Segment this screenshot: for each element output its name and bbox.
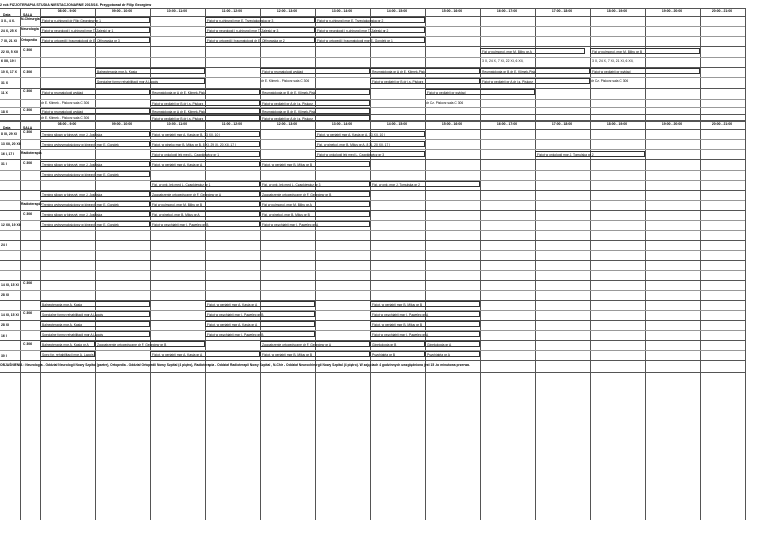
class-block[interactable]: Fizjot w pediatrii gr A dr i.s. Piskorz (480, 78, 590, 84)
gridline (0, 372, 745, 373)
gridline (0, 290, 745, 291)
class-block[interactable]: Fizj w pulmonol. mgr M. Biliru gr A (480, 48, 585, 54)
class-block[interactable]: Psychiatria gr B (370, 351, 425, 357)
class-block[interactable]: Fizj. w onk. mgr J. Tomulska gr 2 (370, 181, 480, 187)
class-block[interactable]: Fizjot w neurologii i n-chirurgii mgr T. Zaleski gr 3 (205, 27, 315, 33)
date-cell: 24 X, 25 X (1, 29, 17, 33)
time-label: 16:00 - 17:00 (496, 9, 518, 13)
class-block[interactable]: Fizjot w ortopedii i traumatologii dr E. Olfinowska gr 2 (205, 37, 315, 43)
date-cell: 18 X (1, 110, 8, 114)
gridline (0, 360, 745, 361)
time-label: 17:00 - 18:00 (551, 9, 573, 13)
time-label: 19:00 - 20:00 (661, 122, 683, 126)
date-cell: 7 XI, 21 XI (1, 39, 17, 43)
class-block[interactable]: Specjalne formy rehabilitacji mgr A Lągois (40, 311, 150, 317)
class-block[interactable]: Fizjot w neurologii i n-chirurgii mgr T. Zaleski gr 1 (40, 27, 150, 33)
class-block[interactable]: Fizjot w ortopedii i traumatologii dr E. Olfinowska gr 3 (40, 37, 150, 43)
class-block[interactable]: Zaopatrzenie ortopedyczne dr F. Georgiew gr B (95, 341, 205, 347)
class-block[interactable]: Fizjot. w geriatrii mgr B. Milus gr B (370, 301, 480, 307)
class-block[interactable]: Fizjot. w geriatrii mgr A. Kasia gr A (205, 301, 315, 307)
class-block[interactable]: Spec for. rehabilitacji mgr A. Lągois (42, 353, 94, 357)
class-block[interactable]: Fizjot w pediatrii gr B dr i.s. Piskorz (370, 78, 480, 84)
date-cell: 3 X., 4 X. (1, 19, 15, 23)
class-block[interactable]: Specjalne formy rehabilitacji mgr A Lągois (40, 331, 150, 337)
class-block[interactable]: Fizjot w psychiatrii mgr I. Pawelec gr B (205, 311, 315, 317)
class-block[interactable]: Zaopatrzenie ortopedyczne dr F. Georgiew gr A (150, 191, 260, 197)
class-block[interactable]: Fizjot w reumatologii wykład (40, 89, 150, 95)
class-block[interactable]: Balneoterapia mgr A. Kasia (40, 301, 150, 307)
gridline (150, 8, 151, 520)
class-block[interactable]: Reumatologia gr B dr E. Klimek-Pisk. (260, 108, 370, 114)
class-block[interactable]: Fizjot w n-chirurgii mgr E. Trzeciakowska gr 2 (315, 17, 425, 23)
time-label: 10:00 - 11:00 (166, 122, 188, 126)
class-block[interactable]: Fizjot. w gineko mgr B. Milus gr B, 8 XI, 29 XI, 20 XII, 17 I (150, 141, 260, 147)
time-label: 15:00 - 16:00 (441, 122, 463, 126)
class-block[interactable]: Fizjot w psychiatrii mgr I. Pawelec gr B (205, 331, 315, 337)
sheet-title: 2 rok FIZJOTERAPIA STUDIA NIESTACJONARNE 2015/16. Przygotował dr Filip Georgiew (0, 3, 152, 7)
room-cell: C 306 (23, 108, 33, 112)
class-block[interactable]: Fizj. w onk. lek med L. Czapkiewicz gr 1 (150, 181, 260, 187)
gridline (95, 8, 96, 520)
time-label: 09:00 - 10:00 (111, 9, 133, 13)
time-label: 09:00 - 10:00 (111, 122, 133, 126)
gridline (0, 57, 745, 58)
class-block[interactable]: Fizjot. w geriatrii mgr A. Kasia gr A, 13 XII, 10 I (315, 131, 425, 137)
class-block[interactable]: dr E. Klimek - Piskorz sala C 306 (261, 79, 310, 83)
room-cell: C 306 (23, 130, 33, 134)
room-cell: C 306 (23, 342, 33, 346)
time-label: 12:00 - 13:00 (276, 122, 298, 126)
class-block[interactable]: Balneoterapia mgr A. Kasia gr A (40, 341, 95, 347)
class-block[interactable]: Trening wytrzymałościowy w kinezyt. mgr E. Gondek (40, 141, 150, 147)
gridline (370, 8, 371, 520)
class-block[interactable]: Fizjot w psychiatrii mgr I. Pawelec gr B (150, 221, 260, 227)
gridline (480, 8, 481, 520)
gridline (315, 8, 316, 520)
class-block[interactable]: Fizjot. w geriatrii mgr B. Milus gr B (260, 161, 370, 167)
date-note: 3 X, 24 X, 7 XI, 21 XI, 6 XII, (592, 59, 634, 63)
time-label: 10:00 - 11:00 (166, 9, 188, 13)
time-label: 17:00 - 18:00 (551, 122, 573, 126)
gridline (0, 280, 745, 281)
date-cell: 22 XI, 5 XII (1, 50, 18, 54)
class-block[interactable]: Fizjot w pediatrii gr A dr i.s. Piskorz (260, 115, 370, 121)
room-column-header: SALA (23, 13, 33, 17)
class-block[interactable]: Trening siłowy w kinezyt. mgr J. Joshiska (40, 161, 150, 167)
time-label: 19:00 - 20:00 (661, 9, 683, 13)
gridline (0, 250, 745, 251)
date-cell: 11 X (1, 91, 8, 95)
time-label: 08:00 - 9:00 (57, 9, 77, 13)
time-label: 14:00 - 15:00 (386, 122, 408, 126)
class-block[interactable]: Fizjot w pediatrii gr A dr i.s. Piskorz (260, 100, 370, 106)
class-block[interactable]: Reumatologia gr B dr E. Klimek-Pisk. (480, 68, 590, 74)
gridline (425, 8, 426, 520)
class-block[interactable]: Fizjot w pediatrii gr wykład (425, 89, 535, 95)
date-cell: 16 I, 17 I (1, 152, 15, 156)
date-cell: 14 XI, 15 XI (1, 313, 19, 317)
class-block[interactable]: Fizjot. w geriatrii mgr A. Kasia gr A (150, 161, 260, 167)
time-label: 13:00 - 14:00 (331, 122, 353, 126)
gridline (0, 230, 745, 231)
class-block[interactable]: Specjalne formy rehabilitacji mgr A Lągois (95, 78, 205, 84)
class-block[interactable]: Trening siłowy w kinezyt. mgr J. Joshiska (40, 131, 150, 137)
class-block[interactable]: dr E. Klimek - Piskorz sala C 306 (41, 101, 90, 105)
class-block[interactable]: Trening wytrzymałościowy w kinezyt. mgr E. Gondek (40, 171, 150, 177)
date-cell: 16 I (1, 334, 7, 338)
class-block[interactable]: Fizj. w ginekol. mgr B. Milus gr B (260, 211, 370, 217)
room-cell: N-Chirurgia (21, 17, 40, 21)
class-block[interactable]: Fizjot w onkologii mgr J. Tomulska gr 2 (535, 151, 645, 157)
room-cell: Neurologia (21, 27, 39, 31)
class-block[interactable]: Fizjot w n-chirurgii dr Filip Georgiew gr 1 (40, 17, 150, 23)
gridline (0, 129, 745, 130)
class-block[interactable]: Ginekologia gr B (370, 341, 425, 347)
class-block[interactable]: Balneoterapia mgr A. Kasia (40, 321, 150, 327)
class-block[interactable]: Fizjot w ortopedii i traumatologii mgr E. Gondek gr 1 (315, 37, 425, 43)
class-block[interactable]: dr E. Klimek - Piskorz sala C 306 (41, 116, 90, 120)
class-block[interactable]: Zaopatrzenie ortopedyczne dr F. Georgiew gr A (260, 341, 370, 347)
date-cell: 14 XI, 15 XI (1, 283, 19, 287)
class-block[interactable]: Fizjot w pediatrii gr wykład (590, 68, 700, 74)
room-cell: C 306 (23, 311, 33, 315)
class-block[interactable]: Fizjot w reumatologii wykład (40, 108, 150, 114)
class-block[interactable]: Trening wytrzymałościowy w kinezyt. mgr E. Gondek (40, 201, 150, 207)
time-label: 15:00 - 16:00 (441, 9, 463, 13)
time-label: 08:00 - 9:00 (57, 122, 77, 126)
class-block[interactable]: Fizj. w ginekol. mgr B. Milus gr A, 8 XI, 20 XII, 17 I (315, 141, 425, 147)
class-block[interactable]: dr Cz. Piskorz sala C 306 (426, 101, 464, 105)
class-block[interactable]: Fizjot w pediatrii gr B dr i.s. Piskorz (150, 100, 260, 106)
class-block[interactable]: Trening wytrzymałościowy w kinezyt. mgr E. Gondek (40, 221, 150, 227)
room-column-header: SALA (23, 126, 33, 130)
class-block[interactable]: Fizjot w psychiatrii mgr I. Pawelec gr A (260, 221, 370, 227)
date-cell: 24 I (1, 243, 7, 247)
class-block[interactable]: Fizj w pulmonol. mgr M. Biliru gr B (150, 201, 260, 207)
class-block[interactable]: Fizjot. w geriatrii mgr A. Kasia gr A (150, 351, 260, 357)
class-block[interactable]: dr Cz. Piskorz sala C 306 (591, 79, 629, 83)
room-cell: Radioterapia (21, 151, 42, 155)
class-block[interactable]: Balneoterapia mgr A. Kasia (95, 68, 205, 74)
gridline (700, 8, 701, 520)
class-block[interactable]: Reumatologia gr A dr E. Klimek-Pisk. (150, 89, 260, 95)
time-label: 12:00 - 13:00 (276, 9, 298, 13)
date-column-header: Data (3, 126, 11, 130)
time-label: 18:00 - 19:00 (606, 122, 628, 126)
gridline (0, 240, 745, 241)
date-cell: 28 XI (1, 323, 9, 327)
time-label: 20:00 - 21:00 (711, 122, 733, 126)
class-block[interactable]: Fizjot. w geriatrii mgr A. Kasia gr A (205, 321, 315, 327)
room-cell: C 306 (23, 281, 33, 285)
class-block[interactable]: Fizjot. w geriatrii mgr B. Milus gr B (260, 351, 370, 357)
date-cell: 10 X, 17 X (1, 70, 17, 74)
room-cell: Radioterapia (21, 202, 42, 206)
date-cell: 30 I (1, 354, 7, 358)
class-block[interactable]: Psychiatria gr A (425, 351, 480, 357)
class-block[interactable]: Fizjot w onkologii lek med L. Czapkiewicz gr 1 (150, 151, 260, 157)
gridline (0, 46, 745, 47)
date-cell: 6 XII, 19 I (1, 59, 16, 63)
date-cell: 31 X (1, 81, 8, 85)
room-cell: C 306 (23, 70, 33, 74)
gridline (745, 8, 746, 520)
class-block[interactable]: Fizjot w psychiatrii mgr I. Pawelec gr A (370, 311, 480, 317)
class-block[interactable]: Fizjot w pediatrii gr B dr i.s. Piskorz (150, 115, 260, 121)
gridline (20, 8, 21, 520)
class-block[interactable]: Reumatologia gr A dr E. Klimek-Pisk. (370, 68, 480, 74)
class-block[interactable]: Fizj. w onk. lek med L. Czapkiewicz gr 3 (260, 181, 370, 187)
gridline (205, 8, 206, 520)
date-cell: 28 XI (1, 293, 9, 297)
time-label: 11:00 - 12:00 (221, 122, 243, 126)
time-label: 18:00 - 19:00 (606, 9, 628, 13)
gridline (0, 149, 745, 150)
date-column-header: Data (3, 13, 11, 17)
date-cell: 12 XII, 19 XII (1, 223, 21, 227)
class-block[interactable]: Fizjot. w geriatrii mgr A. Kasia gr B, 13 XII, 10 I (150, 131, 260, 137)
room-cell: C 306 (23, 89, 33, 93)
time-label: 20:00 - 21:00 (711, 9, 733, 13)
class-block[interactable]: Fizj w pulmonol. mgr M. Biliru gr A (260, 201, 370, 207)
class-block[interactable]: Fizjot w psychiatrii mgr I. Pawelec gr A (370, 331, 480, 337)
time-label: 16:00 - 17:00 (496, 122, 518, 126)
class-block[interactable]: Trening siłowy w kinezyt. mgr J. Joshiska (40, 191, 150, 197)
gridline (0, 260, 745, 261)
class-block[interactable]: Trening siłowy w kinezyt. mgr J. Joshiska (40, 211, 150, 217)
time-label: 13:00 - 14:00 (331, 9, 353, 13)
class-block[interactable]: Reumatologia gr A dr E. Klimek-Pisk. (150, 108, 260, 114)
legend-note: OBJAŚNIENIA : Neurologia - Oddział Neurologii Nowy Szpital (parter), Ortopedia - Oddział Ortopedii Nowy Szpital (4 piętro), Radioterapia - Oddział Radioterapii Nowy Szpital , N-Chir - Oddział Neurochirurgii Nowy Szpital (4 piętro). W zajęciach 4 godzinnych uwzględniona jest 15 -to minutowa przerwa. (0, 363, 470, 367)
room-cell: C 306 (23, 161, 33, 165)
date-cell: 13 XII, 20 XII (1, 142, 21, 146)
class-block[interactable]: Fizjot w neurologii i n-chirurgii mgr T. Zaleski gr 2 (315, 27, 425, 33)
date-cell: 8 XI, 29 XI (1, 132, 17, 136)
gridline (645, 8, 646, 520)
room-cell: C 306 (23, 212, 33, 216)
gridline (0, 8, 745, 9)
class-block[interactable]: Ginekologia gr A (425, 341, 480, 347)
class-block[interactable]: Reumatologia gr B dr E. Klimek-Pisk. (260, 89, 370, 95)
gridline (260, 8, 261, 520)
class-block[interactable]: Fizjot w reumatologii wykład (260, 68, 370, 74)
class-block[interactable]: Fizjot w n-chirurgii mgr E. Trzeciakowska gr 3 (205, 17, 315, 23)
room-cell: C 306 (23, 48, 33, 52)
class-block[interactable]: Zaopatrzenie ortopedyczne dr F. Georgiew gr B (260, 191, 370, 197)
time-label: 14:00 - 15:00 (386, 9, 408, 13)
class-block[interactable]: Fizjot. w geriatrii mgr B. Milus gr B (370, 321, 480, 327)
gridline (0, 159, 745, 160)
date-note: 3 X, 24 X, 7 XI, 22 XI, 6 XII, (482, 59, 524, 63)
class-block[interactable]: Fizj. w ginekol. mgr B. Milus gr A (150, 211, 260, 217)
room-cell: Ortopedia (21, 38, 38, 42)
class-block[interactable]: Fizjot w onkologii lek med L. Czapkiewicz gr 3 (315, 151, 425, 157)
time-label: 11:00 - 12:00 (221, 9, 243, 13)
gridline (590, 8, 591, 520)
class-block[interactable]: Fizj w pulmonol. mgr M. Biliru gr B (590, 48, 700, 54)
gridline (0, 139, 745, 140)
date-cell: 31 I (1, 162, 7, 166)
gridline (0, 270, 745, 271)
gridline (40, 8, 41, 520)
gridline (535, 8, 536, 520)
